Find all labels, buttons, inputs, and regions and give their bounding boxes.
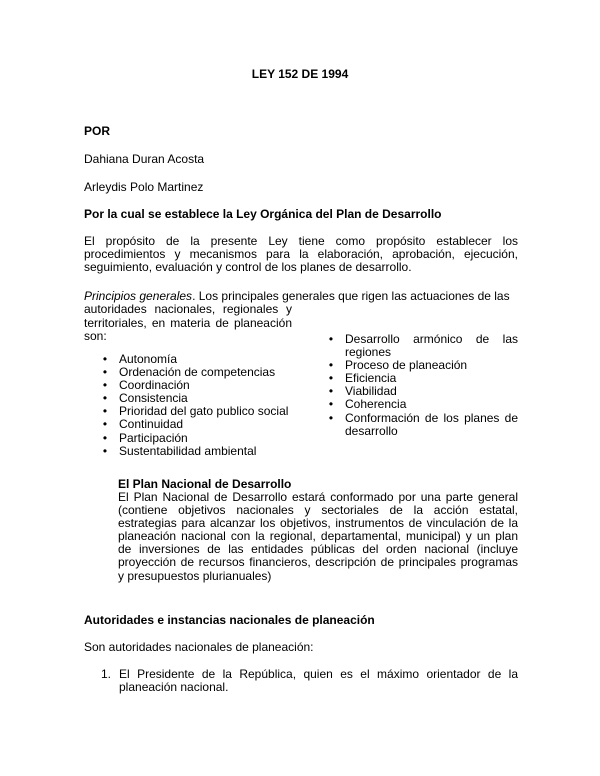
list-item: • Ordenación de competencias	[100, 366, 320, 379]
item-number: 1.	[101, 667, 112, 681]
principles-left-list	[100, 353, 320, 458]
bullet-icon: •	[102, 378, 108, 393]
bullet-icon: •	[328, 410, 334, 425]
list-item: • Prioridad del gato publico social	[100, 405, 320, 418]
list-item: • Consistencia	[100, 392, 320, 405]
autoridades-heading: Autoridades e instancias nacionales de planeación	[84, 613, 375, 627]
list-item: • Continuidad	[100, 418, 320, 431]
list-item: • Desarrollo armónico de las regiones	[326, 333, 518, 359]
document-title: LEY 152 DE 1994	[251, 67, 349, 81]
list-item	[101, 668, 518, 694]
bullet-icon: •	[102, 365, 108, 380]
author-2: Arleydis Polo Martinez	[84, 180, 204, 194]
list-item: • Viabilidad	[326, 385, 518, 398]
list-item: • Eficiencia	[326, 372, 518, 385]
plan-nacional-body: El Plan Nacional de Desarrollo estará conformado por una parte general (contiene objetivos nacionales y sectoriales de la acción estatal, estrategias para alcanzar los objetivos, instrumentos de vinculación de la planeación nacional con la regional, departamental, municipal) y un plan de inversiones de las entidades públicas del orden nacional (incluye proyección de recursos financieros, descripción de principales programas y presupuestos plurianuales)	[118, 490, 518, 583]
bullet-icon: •	[102, 352, 108, 366]
principles-heading: Principios generales	[84, 289, 193, 303]
principles-intro-line4: son:	[84, 329, 107, 343]
bullet-icon: •	[102, 391, 108, 406]
principles-intro-line1	[84, 289, 524, 303]
bullet-icon: •	[102, 417, 108, 432]
plan-nacional-heading: El Plan Nacional de Desarrollo	[118, 477, 292, 491]
bullet-icon: •	[328, 358, 334, 373]
list-item: • Coherencia	[326, 398, 518, 411]
bullet-icon: •	[328, 384, 334, 399]
bullet-icon: •	[328, 332, 334, 346]
bullet-icon: •	[102, 443, 108, 458]
list-item: • Conformación de los planes de desarrollo	[326, 412, 518, 438]
principles-intro-line3: territoriales, en materia de planeación	[84, 316, 292, 330]
list-item: • Proceso de planeación	[326, 359, 518, 372]
bullet-icon: •	[102, 404, 108, 419]
autoridades-list	[101, 668, 518, 694]
autoridades-intro: Son autoridades nacionales de planeación:	[84, 640, 314, 654]
purpose-paragraph: El propósito de la presente Ley tiene como propósito establecer los procedimientos y mecanismos para la elaboración, aprobación, ejecución, seguimiento, evaluación y control de los planes de desarrollo.	[84, 234, 518, 274]
principles-intro-text: . Los principales generales que rigen las actuaciones de las	[192, 289, 510, 303]
subtitle: Por la cual se establece la Ley Orgánica del Plan de Desarrollo	[84, 207, 442, 221]
list-item: • Participación	[100, 432, 320, 445]
item-text: El Presidente de la República, quien es el máximo orientador de la planeación nacional.	[119, 667, 518, 694]
bullet-icon: •	[328, 371, 334, 386]
list-item: • Coordinación	[100, 379, 320, 392]
author-1: Dahiana Duran Acosta	[84, 152, 205, 166]
principles-right-list	[326, 333, 518, 438]
list-item: • Sustentabilidad ambiental	[100, 445, 320, 458]
bullet-icon: •	[328, 397, 334, 412]
bullet-icon: •	[102, 430, 108, 445]
por-label: POR	[84, 124, 111, 138]
list-item: • Autonomía	[100, 353, 320, 366]
principles-intro-line2: autoridades nacionales, regionales y	[84, 302, 292, 316]
